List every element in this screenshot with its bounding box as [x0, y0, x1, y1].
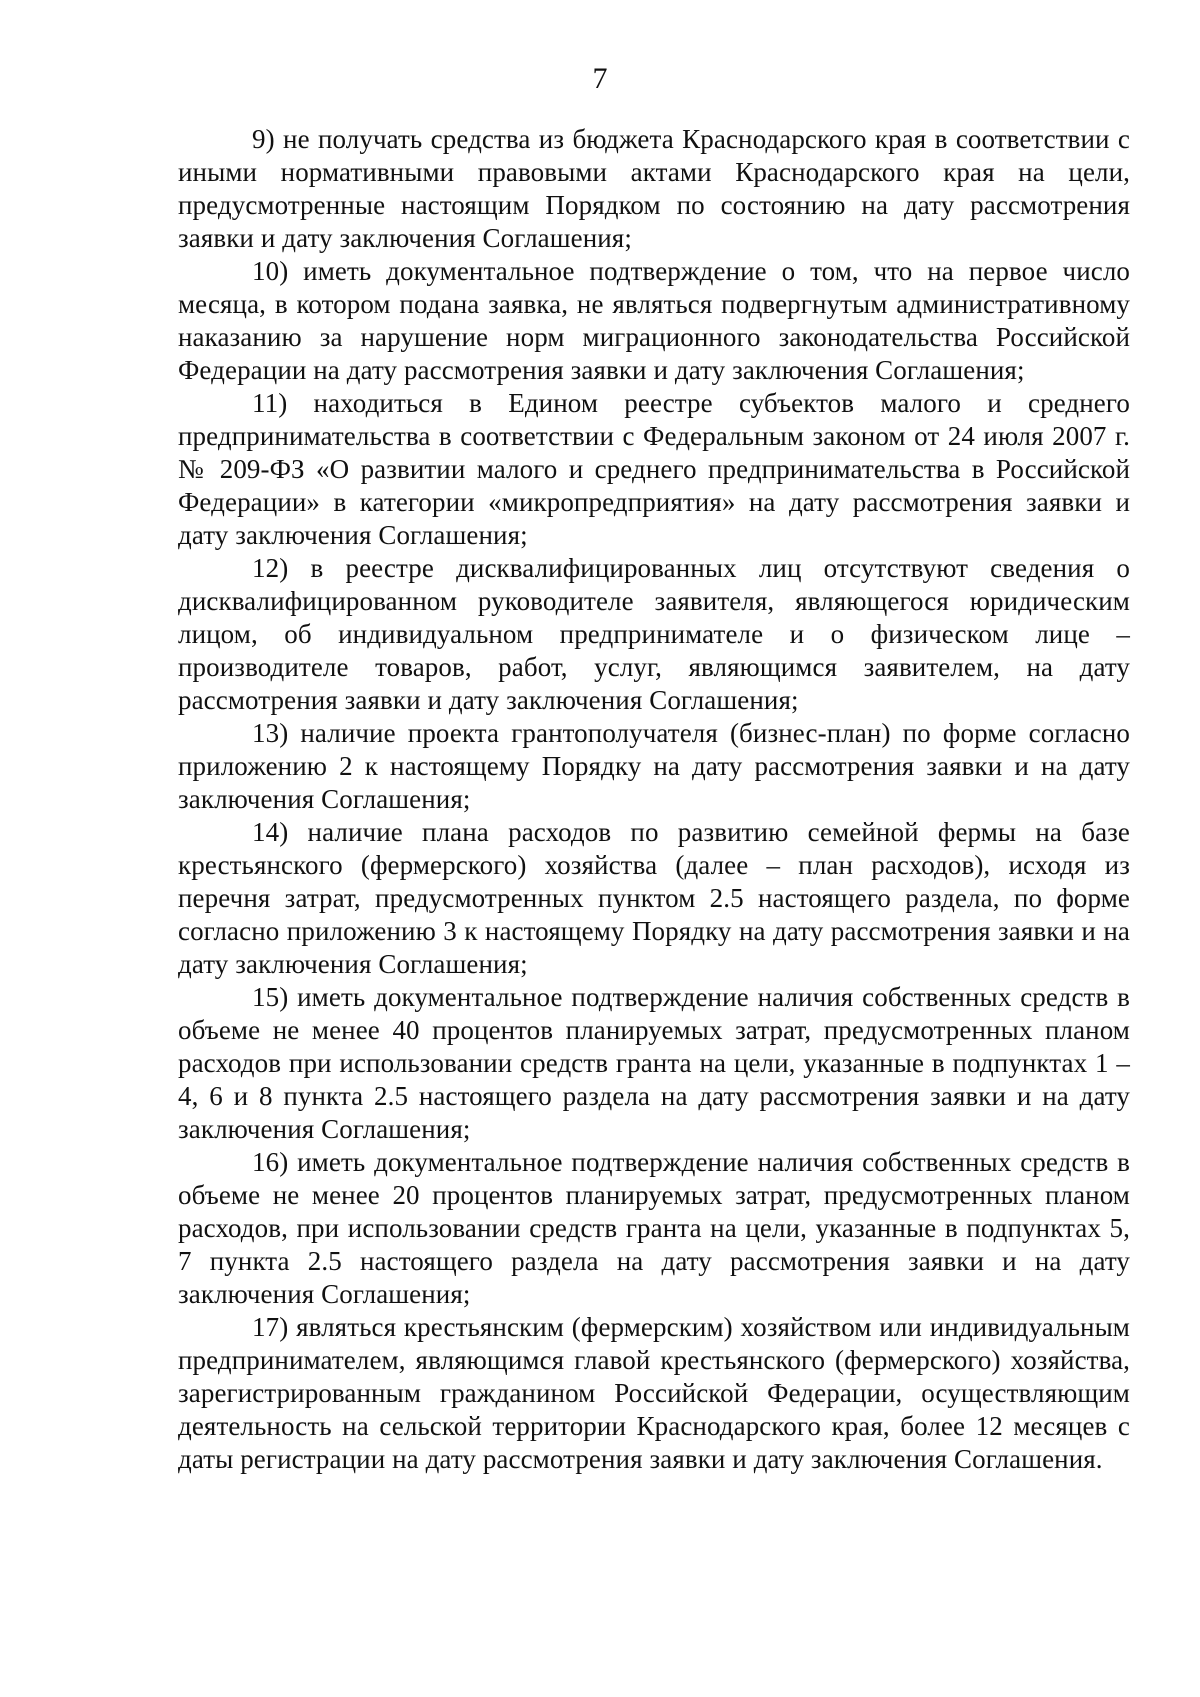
paragraph-item-17: 17) являться крестьянским (фермерским) хозяйством или индивидуальным предпринимателем, являющимся главой крестьянского (фермерского) хозяйства, зарегистрированным гражданином Российской Федерации, осуществляющим деятельность на сельской территории Краснодарского края, более 12 месяцев с даты регистрации на дату рассмотрения заявки и дату заключения Соглашения.	[178, 1312, 1130, 1474]
paragraph-item-14: 14) наличие плана расходов по развитию семейной фермы на базе крестьянского (фермерского) хозяйства (далее – план расходов), исходя из перечня затрат, предусмотренных пунктом 2.5 настоящего раздела, по форме согласно приложению 3 к настоящему Порядку на дату рассмотрения заявки и на дату заключения Соглашения;	[178, 817, 1130, 979]
paragraph-item-15: 15) иметь документальное подтверждение наличия собственных средств в объеме не менее 40 процентов планируемых затрат, предусмотренных планом расходов при использовании средств гранта на цели, указанные в подпунктах 1 – 4, 6 и 8 пункта 2.5 настоящего раздела на дату рассмотрения заявки и на дату заключения Соглашения;	[178, 982, 1130, 1144]
paragraph-item-13: 13) наличие проекта грантополучателя (бизнес-план) по форме согласно приложению 2 к настоящему Порядку на дату рассмотрения заявки и на дату заключения Соглашения;	[178, 718, 1130, 814]
page-number: 7	[592, 62, 608, 95]
document-body	[178, 123, 1130, 1476]
paragraph-item-16: 16) иметь документальное подтверждение наличия собственных средств в объеме не менее 20 процентов планируемых затрат, предусмотренных планом расходов, при использовании средств гранта на цели, указанные в подпунктах 5, 7 пункта 2.5 настоящего раздела на дату рассмотрения заявки и на дату заключения Соглашения;	[178, 1147, 1130, 1309]
paragraph-item-9: 9) не получать средства из бюджета Краснодарского края в соответствии с иными нормативными правовыми актами Краснодарского края на цели, предусмотренные настоящим Порядком по состоянию на дату рассмотрения заявки и дату заключения Соглашения;	[178, 124, 1130, 253]
paragraph-item-10: 10) иметь документальное подтверждение о том, что на первое число месяца, в котором подана заявка, не являться подвергнутым административному наказанию за нарушение норм миграционного законодательства Российской Федерации на дату рассмотрения заявки и дату заключения Соглашения;	[178, 256, 1130, 385]
paragraph-item-11: 11) находиться в Едином реестре субъектов малого и среднего предпринимательства в соответствии с Федеральным законом от 24 июля 2007 г. № 209-ФЗ «О развитии малого и среднего предпринимательства в Российской Федерации» в категории «микропредприятия» на дату рассмотрения заявки и дату заключения Соглашения;	[178, 388, 1130, 550]
paragraph-item-12: 12) в реестре дисквалифицированных лиц отсутствуют сведения о дисквалифицированном руководителе заявителя, являющегося юридическим лицом, об индивидуальном предпринимателе и о физическом лице – производителе товаров, работ, услуг, являющимся заявителем, на дату рассмотрения заявки и дату заключения Соглашения;	[178, 553, 1130, 715]
